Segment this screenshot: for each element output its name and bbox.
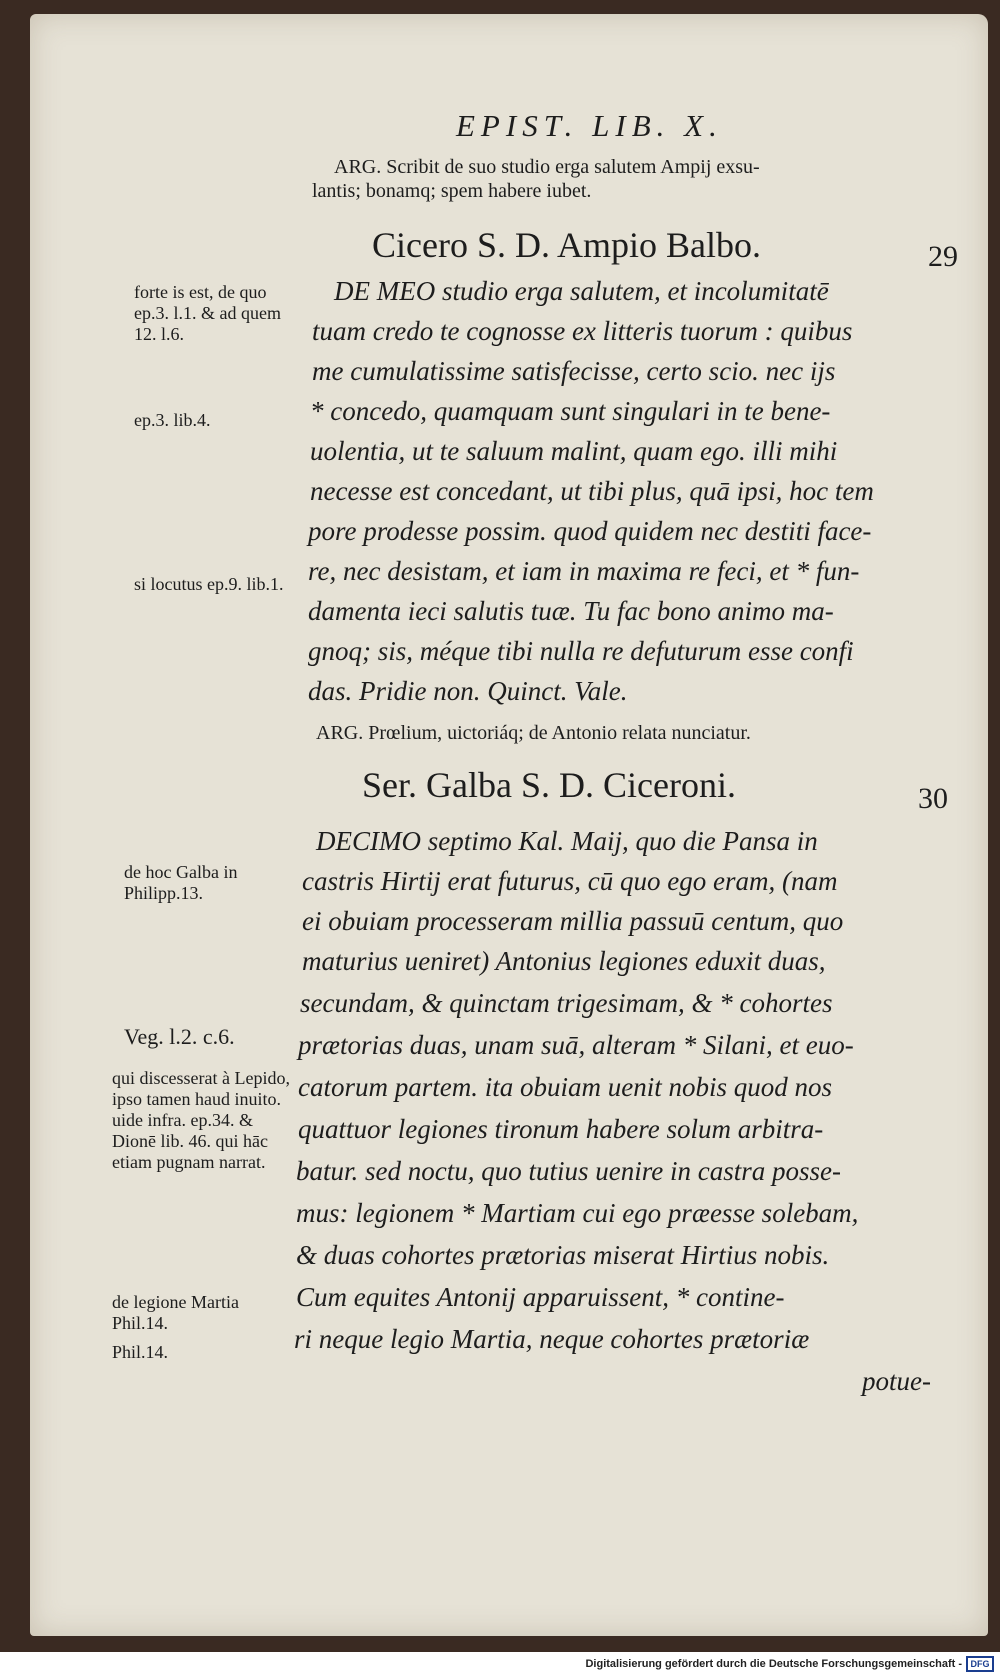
letter2-line: Cum equites Antonij apparuissent, * contine- [296, 1282, 785, 1312]
letter2-line: catorum partem. ita obuiam uenit nobis quod nos [298, 1072, 832, 1102]
letter2-line: prætorias duas, unam suā, alteram * Silani, et euo- [298, 1030, 854, 1060]
letter1-argument-line: lantis; bonamq; spem habere iubet. [312, 180, 592, 202]
letter1-line: me cumulatissime satisfecisse, certo scio. nec ijs [312, 356, 836, 386]
letter2-argument: ARG. Prœlium, uictoriáq; de Antonio relata nunciatur. [316, 722, 751, 744]
letter1-argument-line: ARG. Scribit de suo studio erga salutem Ampij exsu- [334, 156, 760, 178]
letter2-line: batur. sed noctu, quo tutius uenire in castra posse- [296, 1156, 841, 1186]
letter1-line: gnoq; sis, méque tibi nulla re defuturum esse confi [308, 636, 854, 666]
margin-note: Phil.14. [112, 1342, 169, 1362]
margin-note: forte is est, de quo ep.3. l.1. & ad quem 12. l.6. [134, 282, 281, 344]
letter1-title: Cicero S. D. Ampio Balbo. [372, 225, 761, 265]
letter1-line: * concedo, quamquam sunt singulari in te bene- [310, 396, 831, 426]
letter1-line: pore prodesse possim. quod quidem nec destiti face- [308, 516, 872, 546]
margin-note: de hoc Galba in Philipp.13. [124, 862, 238, 903]
margin-note: qui discesserat à Lepido, ipso tamen haud inuito. uide infra. ep.34. & Dionē lib. 46. qui hāc etiam pugnam narrat. [112, 1068, 290, 1172]
letter2-line: quattuor legiones tironum habere solum arbitra- [298, 1114, 824, 1144]
letter2-title: Ser. Galba S. D. Ciceroni. [362, 765, 736, 805]
margin-note: de legione Martia Phil.14. [112, 1292, 239, 1333]
letter2-line: ei obuiam processeram millia passuū centum, quo [302, 906, 844, 936]
letter2-line: maturius ueniret) Antonius legiones eduxit duas, [302, 946, 826, 976]
letter2-line: secundam, & quinctam trigesimam, & * cohortes [300, 988, 833, 1018]
letter2-line: mus: legionem * Martiam cui ego præesse solebam, [296, 1198, 859, 1228]
letter2-line: & duas cohortes prætorias miserat Hirtius nobis. [296, 1240, 830, 1270]
running-header: EPIST. LIB. X. [456, 108, 723, 143]
catchword: potue- [862, 1366, 931, 1396]
letter1-line: tuam credo te cognosse ex litteris tuorum : quibus [312, 316, 853, 346]
dfg-logo: DFG [966, 1656, 994, 1672]
letter1-line: necesse est concedant, ut tibi plus, quā ipsi, hoc tem [310, 476, 874, 506]
margin-note: Veg. l.2. c.6. [124, 1024, 235, 1049]
letter1-line: re, nec desistam, et iam in maxima re feci, et * fun- [308, 556, 860, 586]
letter2-number: 30 [918, 782, 948, 815]
letter1-line: DE MEO studio erga salutem, et incolumitatē [334, 276, 829, 306]
footer-bar [0, 1652, 1000, 1679]
footer-credit: Digitalisierung gefördert durch die Deutsche Forschungsgemeinschaft - [585, 1658, 962, 1670]
letter1-line: das. Pridie non. Quinct. Vale. [308, 676, 628, 706]
letter1-line: damenta ieci salutis tuæ. Tu fac bono animo ma- [308, 596, 834, 626]
margin-note: si locutus ep.9. lib.1. [134, 574, 284, 594]
letter1-line: uolentia, ut te saluum malint, quam ego. illi mihi [310, 436, 838, 466]
letter2-line: DECIMO septimo Kal. Maij, quo die Pansa in [316, 826, 818, 856]
margin-note: ep.3. lib.4. [134, 410, 211, 430]
letter1-number: 29 [928, 240, 958, 273]
letter2-line: castris Hirtij erat futurus, cū quo ego eram, (nam [302, 866, 838, 896]
letter2-line: ri neque legio Martia, neque cohortes prætoriæ [294, 1324, 810, 1354]
